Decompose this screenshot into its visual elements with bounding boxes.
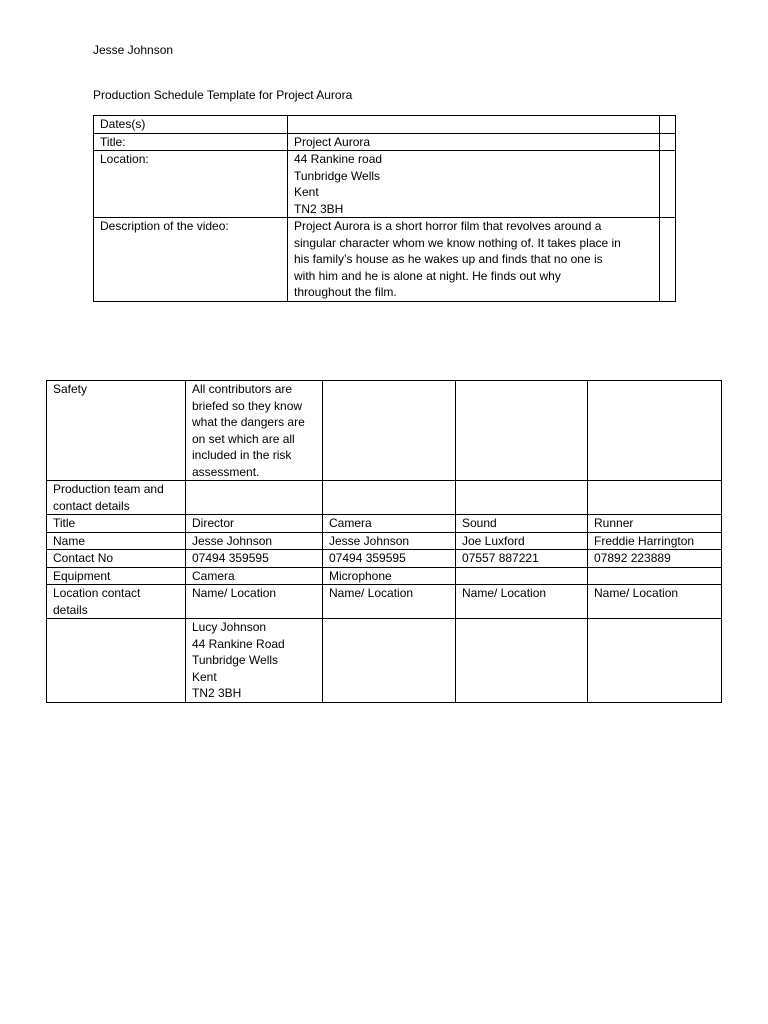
table-cell: Name/ Location [588,585,722,619]
table-cell: 07494 359595 [323,550,456,568]
empty-cell [588,619,722,703]
table-cell: Joe Luxford [456,532,588,550]
description-line: throughout the film. [294,285,397,299]
empty-cell [456,481,588,515]
table-cell [456,567,588,585]
safety-line: briefed so they know [192,398,303,413]
location-extra-cell [660,151,676,218]
title-row [94,133,676,151]
empty-cell [323,481,456,515]
title-extra-cell [660,133,676,151]
location-contact-label [47,585,186,619]
table-cell: Equipment [47,567,186,585]
empty-cell [323,381,456,481]
description-value [288,218,660,302]
empty-cell [47,619,186,703]
description-label: Description of the video: [94,218,288,302]
address-line: 44 Rankine Road [192,636,285,651]
team-label-line: Production team and [53,482,164,496]
safety-line: what the dangers are [192,415,305,429]
table-cell: Camera [186,567,323,585]
location-contact-label-line: details [53,602,88,617]
table-cell: 07557 887221 [456,550,588,568]
empty-cell [456,381,588,481]
dates-extra-cell [660,116,676,134]
location-address [186,619,323,703]
safety-row [47,381,722,481]
dates-label: Dates(s) [94,116,288,134]
table-cell: Name/ Location [186,585,323,619]
description-line: with him and he is alone at night. He finds out why [294,268,561,283]
description-line: his family’s house as he wakes up and finds that no one is [294,252,603,266]
safety-line: included in the risk [192,448,292,462]
location-label: Location: [94,151,288,218]
production-team-table [46,380,722,703]
title-value: Project Aurora [288,133,660,151]
address-line: TN2 3BH [192,686,242,700]
location-value [288,151,660,218]
location-address-row [47,619,722,703]
location-contact-row [47,585,722,619]
address-line: Tunbridge Wells [192,653,279,667]
table-cell [588,567,722,585]
location-contact-label-line: Location contact [53,586,141,600]
project-info-table [93,115,676,302]
table-cell: Sound [456,515,588,533]
dates-row [94,116,676,134]
description-line: singular character whom we know nothing of. It takes place in [294,235,621,250]
name-row [47,532,722,550]
table-cell: Runner [588,515,722,533]
address-line: Kent [192,669,217,684]
table-cell: Director [186,515,323,533]
address-line: Lucy Johnson [192,620,267,634]
table-cell: Microphone [323,567,456,585]
location-row [94,151,676,218]
author-name: Jesse Johnson [93,43,174,57]
table-cell: 07494 359595 [186,550,323,568]
table-cell: Name/ Location [456,585,588,619]
equipment-row [47,567,722,585]
team-header-row [47,481,722,515]
table-cell: Name/ Location [323,585,456,619]
contact-row [47,550,722,568]
safety-label: Safety [47,381,186,481]
table-cell: Freddie Harrington [588,532,722,550]
safety-line: All contributors are [192,382,293,396]
description-row [94,218,676,302]
empty-cell [588,481,722,515]
table-cell: Jesse Johnson [323,532,456,550]
role-title-row [47,515,722,533]
team-label [47,481,186,515]
table-cell: Name [47,532,186,550]
location-line: 44 Rankine road [294,152,383,166]
dates-value [288,116,660,134]
location-line: TN2 3BH [294,201,344,216]
team-label-line: contact details [53,498,130,513]
location-line: Tunbridge Wells [294,168,381,183]
empty-cell [186,481,323,515]
title-label: Title: [94,133,288,151]
table-cell: Camera [323,515,456,533]
description-line: Project Aurora is a short horror film that revolves around a [294,219,602,233]
safety-line: on set which are all [192,431,295,446]
description-extra-cell [660,218,676,302]
table-cell: Jesse Johnson [186,532,323,550]
location-line: Kent [294,185,319,199]
safety-value [186,381,323,481]
table-cell: 07892 223889 [588,550,722,568]
table-cell: Contact No [47,550,186,568]
empty-cell [588,381,722,481]
empty-cell [456,619,588,703]
empty-cell [323,619,456,703]
table-cell: Title [47,515,186,533]
safety-line: assessment. [192,464,260,479]
document-title: Production Schedule Template for Project Aurora [93,88,353,102]
